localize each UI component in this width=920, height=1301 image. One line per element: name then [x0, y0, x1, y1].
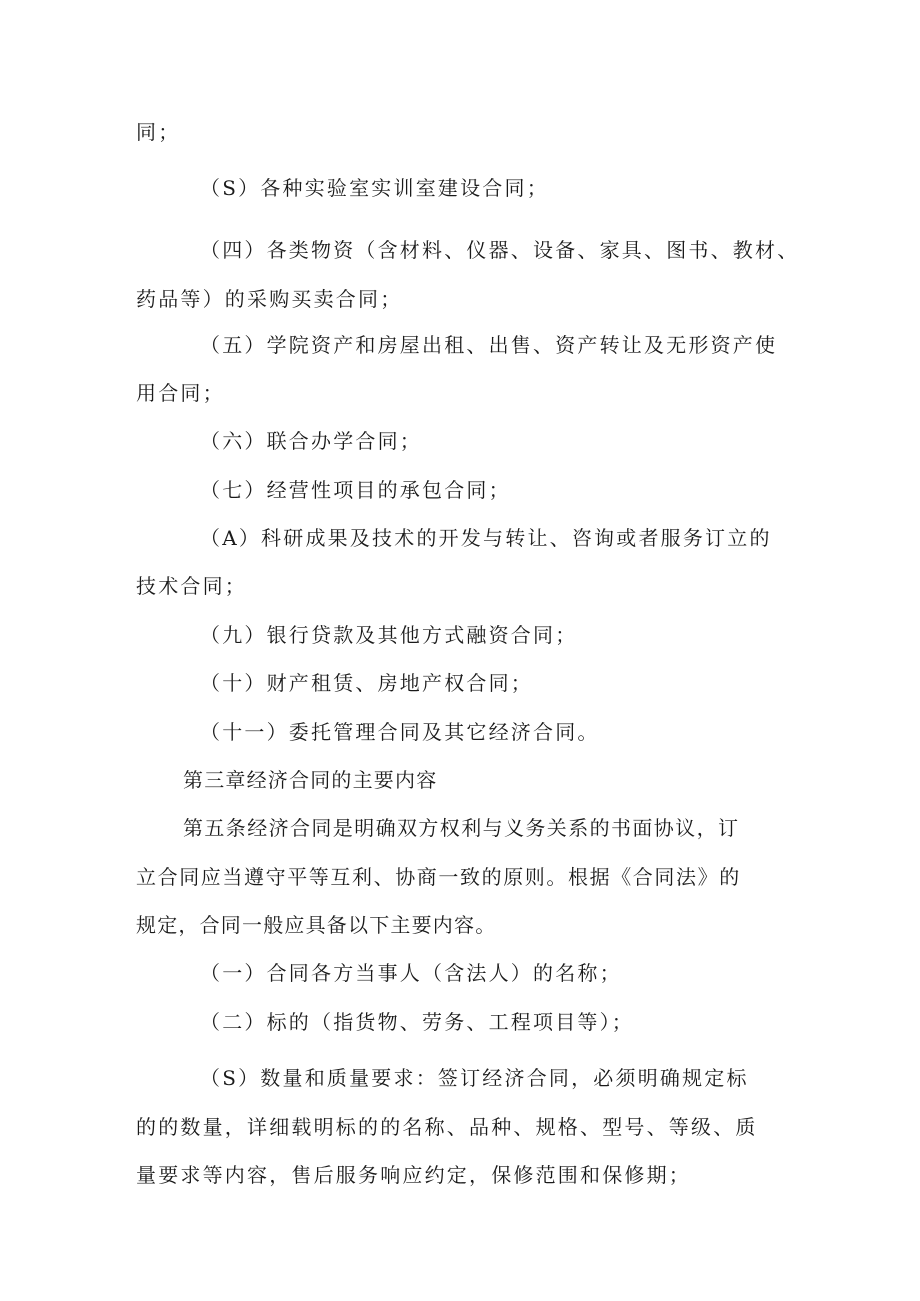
text-line: （五）学院资产和房屋出租、出售、资产转让及无形资产使	[200, 333, 778, 357]
text-line: （S）各种实验室实训室建设合同；	[200, 176, 549, 200]
text-line: （一）合同各方当事人（含法人）的名称；	[200, 961, 622, 985]
text-line: （十）财产租赁、房地产权合同；	[200, 671, 533, 695]
text-line: （七）经营性项目的承包合同；	[200, 478, 511, 502]
text-line: 规定，合同一般应具备以下主要内容。	[136, 913, 497, 937]
text-line: （A）科研成果及技术的开发与转让、咨询或者服务订立的	[200, 526, 772, 550]
text-line: （S）数量和质量要求：签订经济合同，必须明确规定标	[200, 1066, 749, 1090]
text-line: （九）银行贷款及其他方式融资合同；	[200, 623, 578, 647]
text-line: 药品等）的采购买卖合同；	[136, 287, 403, 311]
text-line: 立合同应当遵守平等互利、协商一致的原则。根据《合同法》的	[136, 865, 741, 889]
text-line: （二）标的（指货物、劳务、工程项目等）；	[200, 1010, 634, 1034]
text-line: 第五条经济合同是明确双方权利与义务关系的书面协议，订	[183, 816, 740, 840]
text-line: （四）各类物资（含材料、仪器、设备、家具、图书、教材、	[200, 238, 800, 262]
text-line: 技术合同；	[136, 574, 247, 598]
text-line: （十一）委托管理合同及其它经济合同。	[200, 720, 600, 744]
text-line: 用合同；	[136, 381, 225, 405]
text-line: 的的数量，详细载明标的的名称、品种、规格、型号、等级、质	[136, 1115, 758, 1139]
text-line: 量要求等内容，售后服务响应约定，保修范围和保修期；	[136, 1163, 691, 1187]
text-line: 同；	[136, 120, 181, 144]
text-line: （六）联合办学合同；	[200, 429, 422, 453]
chapter-heading: 第三章经济合同的主要内容	[183, 768, 438, 792]
